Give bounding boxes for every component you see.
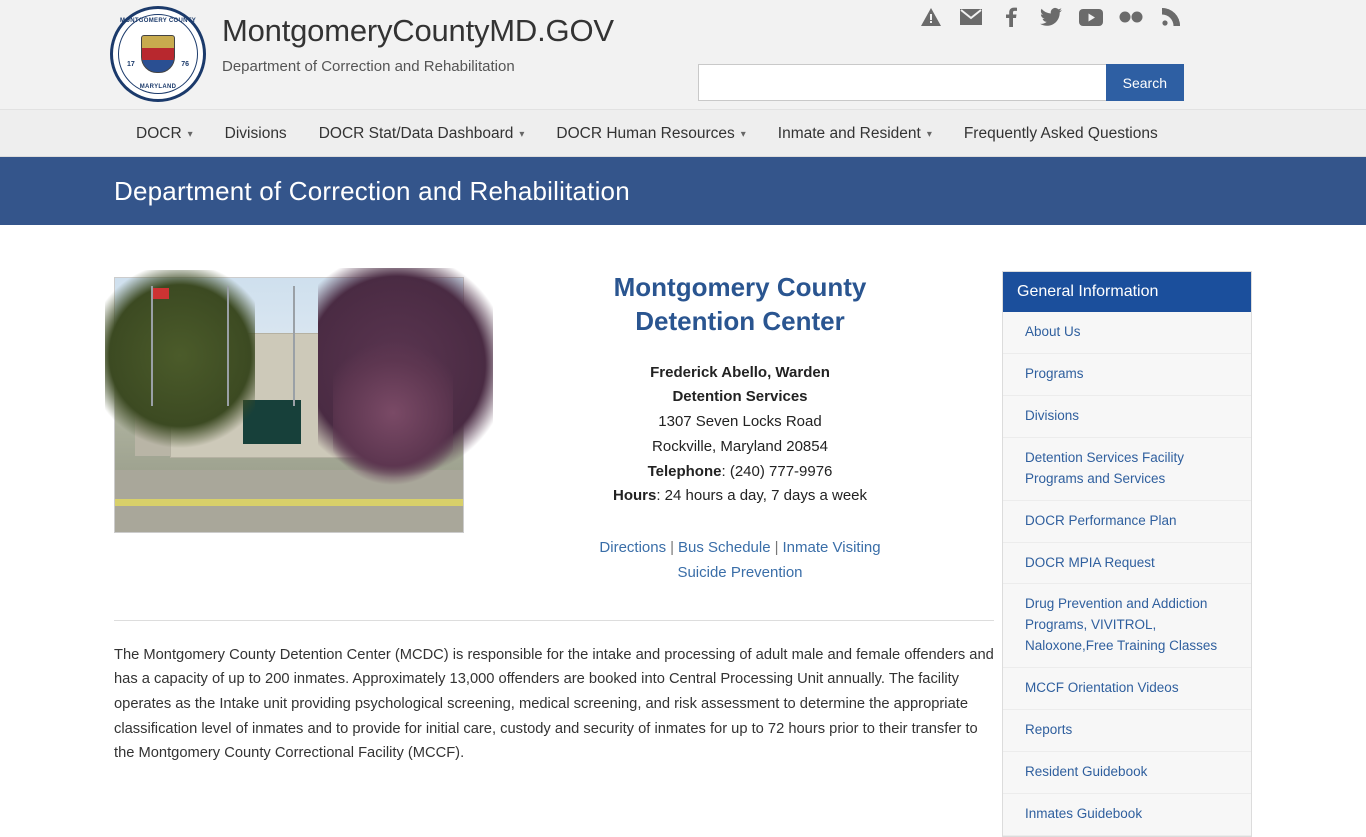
chevron-down-icon: ▾ (926, 128, 932, 140)
nav-label: DOCR Human Resources (556, 124, 735, 142)
nav-item-inmate-and-resident[interactable] (762, 110, 948, 157)
link-separator: | (670, 539, 674, 557)
social-links (918, 4, 1184, 30)
seal-year-left: 17 (127, 61, 135, 68)
street-address: 1307 Seven Locks Road (658, 413, 822, 431)
sidebar-item-about-us[interactable]: About Us (1003, 312, 1251, 354)
brand[interactable] (110, 6, 614, 102)
facility-description: The Montgomery County Detention Center (MCDC) is responsible for the intake and processing of adult male and female offenders and has a capacity of up to 200 inmates. Approximately 13,000 offenders are booked into Central Processing Unit annually. The facility operates as the Intake unit providing psychological screening, medical screening, and risk assessment to determine the appropriate classification level of inmates and to provide for initial care, custody and security of inmates for up to 72 hours prior to their transfer to the Montgomery County Correctional Facility (MCCF). (114, 646, 994, 762)
hours-value: : 24 hours a day, 7 days a week (656, 487, 868, 505)
sidebar-item-drug-prevention-and-addiction-programs[interactable]: Drug Prevention and Addiction Programs, VIVITROL, Naloxone,Free Training Classes (1003, 584, 1251, 668)
facility-name-line2: Detention Center (635, 305, 845, 336)
facility-summary (114, 251, 994, 586)
telephone-value: : (240) 777-9976 (721, 462, 833, 480)
link-directions[interactable]: Directions (599, 539, 667, 557)
sidebar-item-reports[interactable]: Reports (1003, 710, 1251, 752)
facility-links (486, 536, 994, 586)
twitter-icon[interactable] (1038, 4, 1064, 30)
site-header (0, 0, 1366, 110)
facility-address-block (486, 410, 994, 509)
link-inmate-visiting[interactable]: Inmate Visiting (782, 539, 881, 557)
sidebar-list (1003, 312, 1251, 836)
content-divider (114, 620, 994, 621)
sidebar-item-docr-mpia-request[interactable]: DOCR MPIA Request (1003, 543, 1251, 585)
chevron-down-icon: ▾ (187, 128, 193, 140)
sidebar-item-inmates-guidebook[interactable]: Inmates Guidebook (1003, 794, 1251, 836)
search-input[interactable] (698, 64, 1106, 101)
county-seal-icon (110, 6, 206, 102)
flickr-icon[interactable] (1118, 4, 1144, 30)
telephone-line (486, 460, 994, 485)
facility-name-line1: Montgomery County (613, 272, 867, 302)
site-title: MontgomeryCountyMD.GOV (222, 13, 614, 48)
facility-name (486, 271, 994, 339)
sidebar-item-divisions[interactable]: Divisions (1003, 396, 1251, 438)
nav-label: Divisions (224, 124, 287, 142)
nav-label: DOCR Stat/Data Dashboard (318, 124, 514, 142)
main-navigation (0, 110, 1366, 157)
nav-item-divisions[interactable] (209, 110, 303, 157)
sidebar-item-programs[interactable]: Programs (1003, 354, 1251, 396)
rss-icon[interactable] (1158, 4, 1184, 30)
facility-info (464, 251, 994, 586)
link-bus-schedule[interactable]: Bus Schedule (678, 539, 771, 557)
nav-label: Frequently Asked Questions (963, 124, 1158, 142)
detention-center-photo (114, 277, 464, 533)
sidebar-item-mccf-orientation-videos[interactable]: MCCF Orientation Videos (1003, 668, 1251, 710)
seal-shield (141, 35, 175, 73)
nav-label: Inmate and Resident (777, 124, 921, 142)
sidebar-title: General Information (1003, 272, 1251, 312)
nav-item-stat-data-dashboard[interactable] (303, 110, 541, 157)
site-subtitle: Department of Correction and Rehabilitation (222, 58, 515, 76)
sidebar-item-detention-services-facility-programs-and-services[interactable]: Detention Services Facility Programs and Services (1003, 438, 1251, 501)
youtube-icon[interactable] (1078, 4, 1104, 30)
sidebar-item-docr-performance-plan[interactable]: DOCR Performance Plan (1003, 501, 1251, 543)
seal-bottom-text: MARYLAND (139, 84, 177, 90)
hours-line (486, 484, 994, 509)
page-title: Department of Correction and Rehabilitation (114, 175, 630, 206)
main-column (114, 225, 994, 837)
facebook-icon[interactable] (998, 4, 1024, 30)
search-form[interactable] (698, 64, 1184, 101)
city-state-zip: Rockville, Maryland 20854 (652, 437, 828, 455)
hours-label: Hours (612, 487, 657, 505)
facility-warden-block (486, 361, 994, 411)
seal-top-text: MONTGOMERY COUNTY (119, 18, 197, 24)
sidebar (1002, 271, 1252, 837)
nav-item-faq[interactable] (948, 110, 1174, 157)
link-suicide-prevention[interactable]: Suicide Prevention (677, 563, 803, 581)
chevron-down-icon: ▾ (519, 128, 525, 140)
telephone-label: Telephone (647, 462, 722, 480)
nav-item-docr[interactable] (120, 110, 209, 157)
chevron-down-icon: ▾ (740, 128, 746, 140)
seal-year-right: 76 (181, 61, 189, 68)
page-banner (0, 157, 1366, 225)
page-content (0, 225, 1366, 837)
sidebar-item-resident-guidebook[interactable]: Resident Guidebook (1003, 752, 1251, 794)
link-separator: | (774, 539, 779, 557)
search-button[interactable]: Search (1106, 64, 1184, 101)
email-icon[interactable] (958, 4, 984, 30)
warden-name: Frederick Abello, Warden (650, 363, 830, 381)
nav-label: DOCR (136, 124, 182, 142)
division-name: Detention Services (672, 388, 808, 406)
alert-icon[interactable] (918, 4, 944, 30)
nav-item-human-resources[interactable] (540, 110, 761, 157)
